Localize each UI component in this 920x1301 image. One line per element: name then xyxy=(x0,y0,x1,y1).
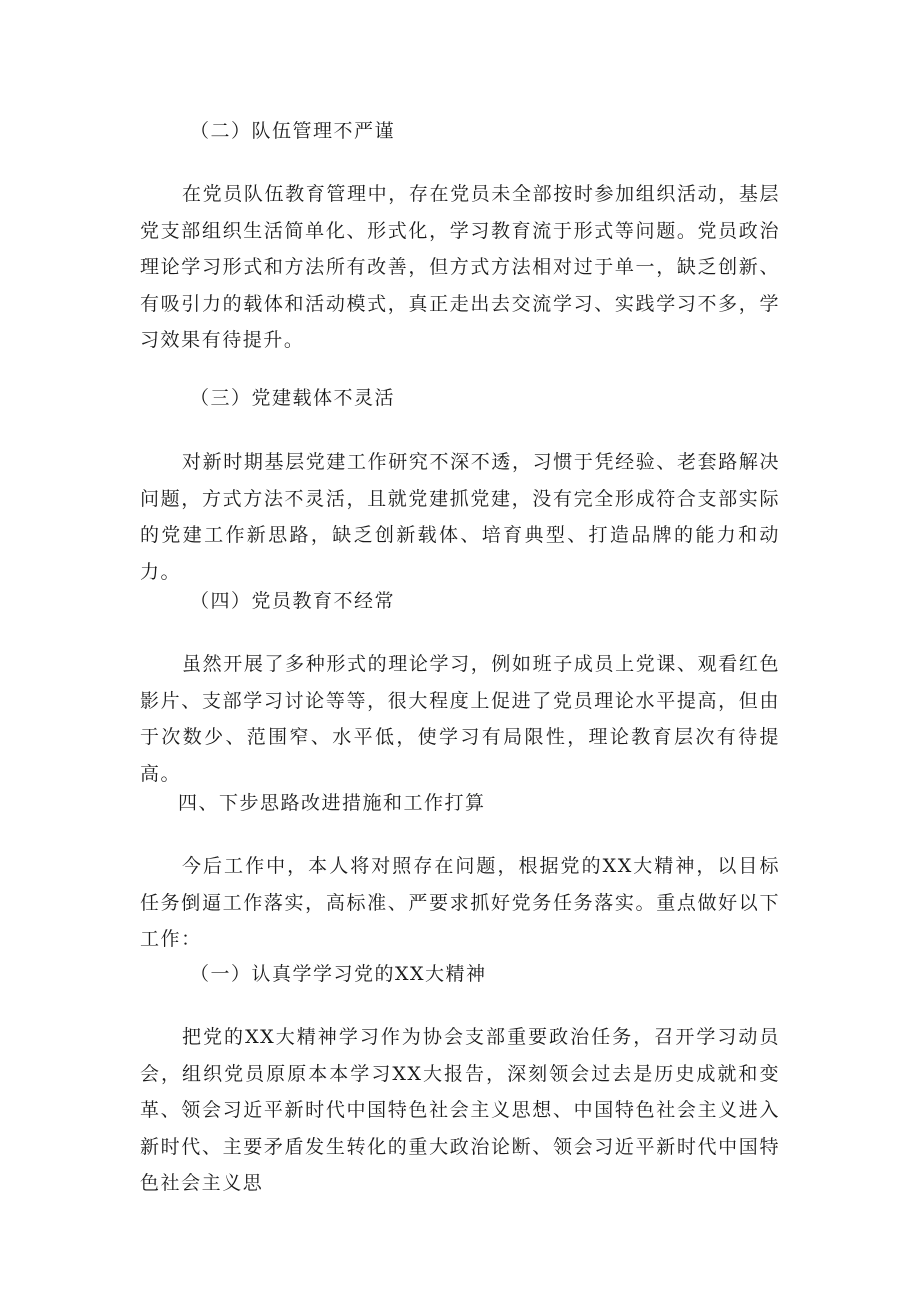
paragraph-next-steps-intro: 今后工作中，本人将对照存在问题，根据党的XX大精神，以目标任务倒逼工作落实，高标准、严要求抓好党务任务落实。重点做好以下工作： xyxy=(140,855,780,950)
subheading-study-congress-spirit: （一）认真学学习党的XX大精神 xyxy=(190,963,487,985)
paragraph-team-management: 在党员队伍教育管理中，存在党员未全部按时参加组织活动，基层党支部组织生活简单化、形式化，学习教育流于形式等问题。党员政治理论学习形式和方法所有改善，但方式方法相对过于单一，缺乏创新、有吸引力的载体和活动模式，真正走出去交流学习、实践学习不多，学习效果有待提升。 xyxy=(140,183,780,351)
subheading-party-building-carrier: （三）党建载体不灵活 xyxy=(190,387,396,409)
section-heading-next-steps: 四、下步思路改进措施和工作打算 xyxy=(178,792,486,814)
subheading-team-management: （二）队伍管理不严谨 xyxy=(190,120,396,142)
paragraph-party-building-carrier: 对新时期基层党建工作研究不深不透，习惯于凭经验、老套路解决问题，方式方法不灵活，且就党建抓党建，没有完全形成符合支部实际的党建工作新思路，缺乏创新载体、培育典型、打造品牌的能力和动力。 xyxy=(140,451,780,583)
subheading-member-education: （四）党员教育不经常 xyxy=(190,590,396,612)
paragraph-member-education: 虽然开展了多种形式的理论学习，例如班子成员上党课、观看红色影片、支部学习讨论等等，很大程度上促进了党员理论水平提高，但由于次数少、范围窄、水平低，使学习有局限性，理论教育层次有待提高。 xyxy=(140,653,780,785)
paragraph-study-congress-spirit: 把党的XX大精神学习作为协会支部重要政治任务，召开学习动员会，组织党员原原本本学习XX大报告，深刻领会过去是历史成就和变革、领会习近平新时代中国特色社会主义思想、中国特色社会主义进入新时代、主要矛盾发生转化的重大政治论断、领会习近平新时代中国特色社会主义思 xyxy=(140,1026,780,1194)
